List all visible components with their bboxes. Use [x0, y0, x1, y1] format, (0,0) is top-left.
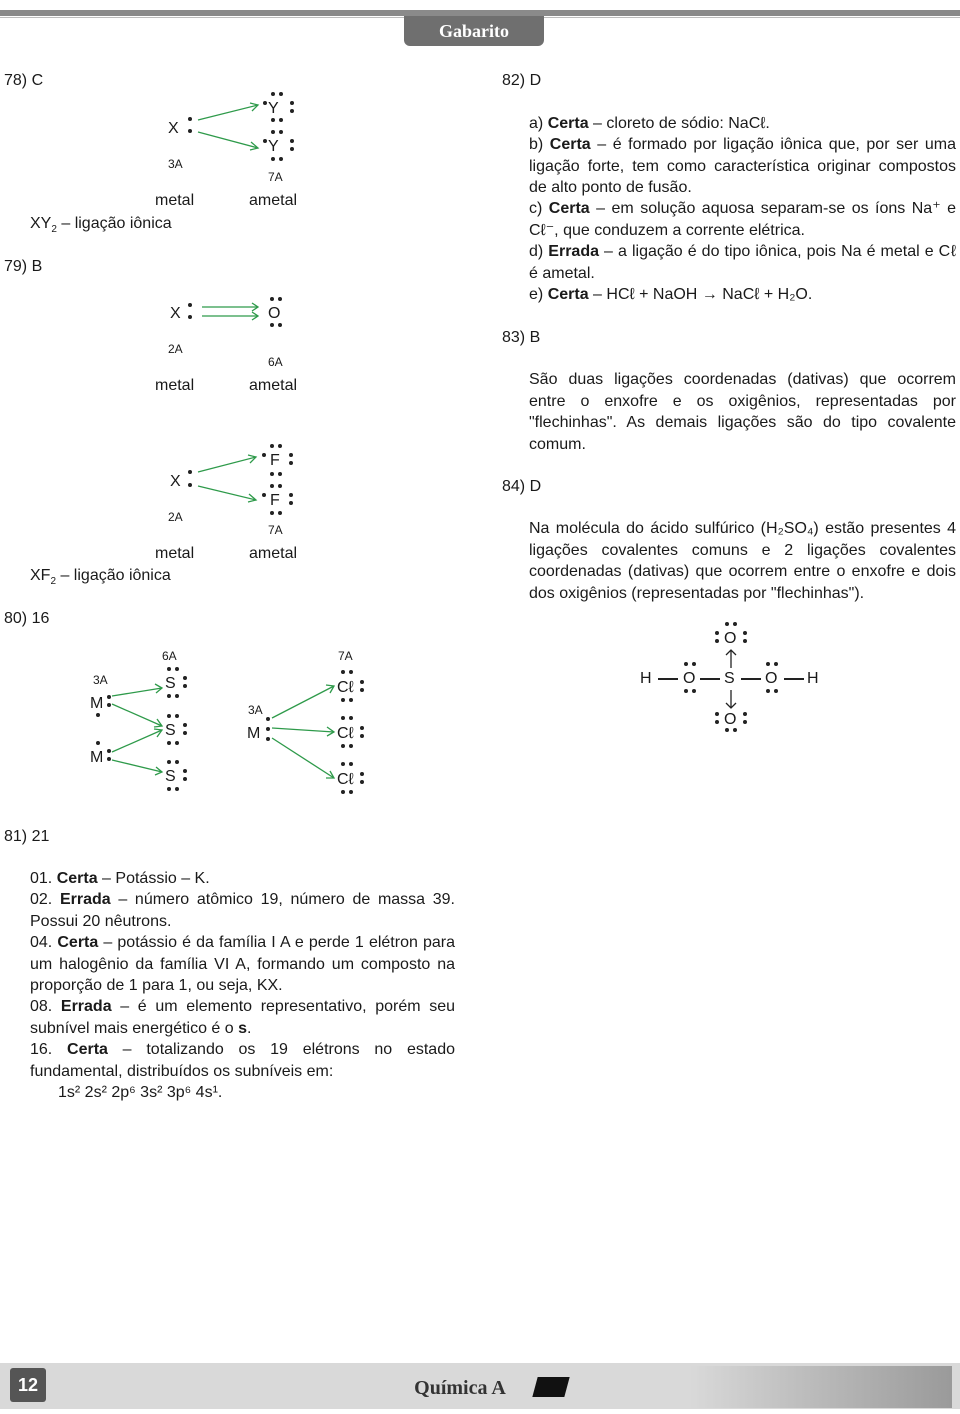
- group-label: 6A: [162, 649, 177, 663]
- electron-dot: [766, 689, 770, 693]
- electron-dot: [167, 760, 171, 764]
- electron-dot: [278, 472, 282, 476]
- electron-dot: [743, 712, 747, 716]
- electron-dot: [188, 483, 192, 487]
- atom-cl: Cℓ: [337, 679, 354, 696]
- electron-dot: [167, 741, 171, 745]
- single-bond: [784, 678, 804, 680]
- answer-82-item: d) Errada – a ligação é do tipo iônica, pois Na é metal e Cℓ é ametal.: [529, 243, 957, 282]
- electron-dot: [271, 118, 275, 122]
- electron-dot: [270, 297, 274, 301]
- answer-81-item: 01. Certa – Potássio – K.: [30, 870, 210, 887]
- electron-dot: [188, 129, 192, 133]
- electron-dot: [167, 694, 171, 698]
- electron-dot: [278, 297, 282, 301]
- electron-dot: [175, 760, 179, 764]
- electron-dot: [341, 716, 345, 720]
- electron-dot: [290, 147, 294, 151]
- electron-dot: [774, 662, 778, 666]
- electron-dot: [96, 713, 100, 717]
- electron-dot: [774, 689, 778, 693]
- electron-dot: [271, 130, 275, 134]
- classification-label: metal: [155, 545, 195, 562]
- electron-dot: [684, 689, 688, 693]
- group-label: 3A: [168, 157, 183, 171]
- electron-dot: [167, 714, 171, 718]
- electron-dot: [278, 484, 282, 488]
- atom-x: X: [170, 305, 181, 322]
- classification-label: ametal: [249, 377, 298, 394]
- electron-dot: [349, 716, 353, 720]
- electron-configuration: 1s² 2s² 2p⁶ 3s² 3p⁶ 4s¹.: [58, 1084, 223, 1101]
- electron-dot: [725, 728, 729, 732]
- electron-dot: [270, 511, 274, 515]
- electron-dot: [167, 787, 171, 791]
- answer-79-label: 79) B: [4, 258, 43, 275]
- electron-dot: [715, 639, 719, 643]
- atom-f2: F: [270, 492, 280, 509]
- electron-dot: [743, 639, 747, 643]
- electron-dot: [715, 720, 719, 724]
- single-bond: [658, 678, 678, 680]
- answer-81-item: 02. Errada – número atômico 19, número de massa 39. Possui 20 nêutrons.: [30, 891, 456, 930]
- footer-decoration: [690, 1366, 952, 1408]
- electron-dot: [341, 698, 345, 702]
- electron-dot: [341, 762, 345, 766]
- atom-s: S: [165, 675, 176, 692]
- electron-dot: [360, 772, 364, 776]
- group-label: 2A: [168, 342, 183, 356]
- electron-dot: [743, 631, 747, 635]
- double-arrow: [200, 302, 262, 322]
- electron-transfer-arrows: [270, 678, 340, 788]
- electron-dot: [175, 714, 179, 718]
- electron-dot: [715, 631, 719, 635]
- electron-dot: [271, 92, 275, 96]
- electron-dot: [188, 315, 192, 319]
- electron-dot: [360, 726, 364, 730]
- atom-y2: Y: [268, 138, 279, 155]
- atom-m: M: [90, 695, 104, 712]
- atom-s: S: [165, 768, 176, 785]
- single-bond: [741, 678, 761, 680]
- electron-dot: [167, 667, 171, 671]
- electron-dot: [360, 734, 364, 738]
- answer-82-item: e) Certa – HCℓ + NaOH → NaCℓ + H₂O.: [529, 286, 813, 303]
- answer-82-item: a) Certa – cloreto de sódio: NaCℓ.: [529, 115, 770, 132]
- electron-dot: [175, 694, 179, 698]
- electron-dot: [341, 744, 345, 748]
- electron-dot: [175, 741, 179, 745]
- classification-label: metal: [155, 377, 195, 394]
- atom-f1: F: [270, 452, 280, 469]
- atom-o: O: [724, 630, 737, 647]
- answer-81-item: 16. Certa – totalizando os 19 elétrons no estado fundamental, distribuídos os subníveis em:: [30, 1041, 455, 1080]
- page-number: 12: [10, 1368, 46, 1402]
- answer-80-label: 80) 16: [4, 610, 50, 627]
- electron-dot: [183, 723, 187, 727]
- atom-cl: Cℓ: [337, 771, 354, 788]
- electron-dot: [684, 662, 688, 666]
- electron-dot: [183, 769, 187, 773]
- atom-o: O: [765, 670, 778, 687]
- atom-x: X: [170, 473, 181, 490]
- electron-transfer-arrows: [110, 680, 166, 780]
- electron-dot: [270, 484, 274, 488]
- atom-o: O: [683, 670, 696, 687]
- electron-dot: [289, 453, 293, 457]
- answer-83-label: 83) B: [502, 329, 541, 346]
- atom-o: O: [268, 305, 281, 322]
- atom-s: S: [724, 670, 735, 687]
- electron-dot: [289, 493, 293, 497]
- electron-dot: [692, 689, 696, 693]
- subject-title: Química A: [414, 1377, 506, 1399]
- atom-m: M: [247, 725, 261, 742]
- answer-81-item: 08. Errada – é um elemento representativo, porém seu subnível mais energético é o s.: [30, 998, 455, 1037]
- electron-dot: [289, 461, 293, 465]
- electron-dot: [341, 670, 345, 674]
- single-bond: [700, 678, 720, 680]
- electron-dot: [183, 676, 187, 680]
- electron-dot: [360, 680, 364, 684]
- electron-transfer-arrows: [196, 452, 266, 508]
- electron-dot: [360, 780, 364, 784]
- result-formula: $XY_2$ – ligação iônica: [30, 215, 172, 236]
- result-formula: $XF_2$ – ligação iônica: [30, 567, 171, 588]
- classification-label: ametal: [249, 545, 298, 562]
- electron-dot: [349, 698, 353, 702]
- electron-dot: [289, 501, 293, 505]
- electron-dot: [279, 118, 283, 122]
- electron-dot: [188, 303, 192, 307]
- answer-83-text: São duas ligações coordenadas (dativas) que ocorrem entre o enxofre e os oxigênios, representadas por "flechinhas". As demais ligações são do tipo covalente comum.: [529, 371, 956, 453]
- group-label: 7A: [268, 170, 283, 184]
- atom-h: H: [807, 670, 819, 687]
- electron-dot: [733, 728, 737, 732]
- electron-dot: [290, 139, 294, 143]
- atom-x: X: [168, 120, 179, 137]
- atom-h: H: [640, 670, 652, 687]
- electron-dot: [692, 662, 696, 666]
- atom-m: M: [90, 749, 104, 766]
- electron-transfer-arrows: [196, 100, 266, 160]
- classification-label: metal: [155, 192, 195, 209]
- electron-dot: [188, 117, 192, 121]
- electron-dot: [279, 130, 283, 134]
- electron-dot: [733, 622, 737, 626]
- atom-o: O: [724, 711, 737, 728]
- answer-81-label: 81) 21: [4, 828, 50, 845]
- electron-dot: [766, 662, 770, 666]
- atom-y1: Y: [268, 100, 279, 117]
- electron-dot: [188, 470, 192, 474]
- electron-dot: [279, 157, 283, 161]
- answer-78-label: 78) C: [4, 72, 44, 89]
- answer-82-label: 82) D: [502, 72, 542, 89]
- group-label: 3A: [248, 703, 263, 717]
- electron-dot: [270, 472, 274, 476]
- group-label: 6A: [268, 355, 283, 369]
- electron-dot: [175, 667, 179, 671]
- electron-dot: [270, 444, 274, 448]
- electron-dot: [349, 744, 353, 748]
- electron-dot: [183, 684, 187, 688]
- electron-dot: [278, 323, 282, 327]
- dative-bond-arrows: [722, 648, 740, 710]
- electron-dot: [183, 731, 187, 735]
- atom-cl: Cℓ: [337, 725, 354, 742]
- electron-dot: [183, 777, 187, 781]
- section-title: Gabarito: [404, 16, 544, 46]
- electron-dot: [270, 323, 274, 327]
- answer-82-item: c) Certa – em solução aquosa separam-se os íons Na⁺ e Cℓ⁻, que conduzem a corrente elétrica.: [529, 200, 957, 239]
- electron-dot: [349, 762, 353, 766]
- group-label: 7A: [268, 523, 283, 537]
- electron-dot: [349, 790, 353, 794]
- electron-dot: [278, 444, 282, 448]
- atom-s: S: [165, 722, 176, 739]
- answer-82-item: b) Certa – é formado por ligação iônica que, por ser uma ligação forte, tem como característica originar compostos de alto ponto de fusão.: [529, 136, 956, 196]
- electron-dot: [175, 787, 179, 791]
- electron-dot: [290, 101, 294, 105]
- publisher-logo: [532, 1377, 569, 1397]
- electron-dot: [715, 712, 719, 716]
- electron-dot: [271, 157, 275, 161]
- group-label: 7A: [338, 649, 353, 663]
- electron-dot: [341, 790, 345, 794]
- answer-81-item: 04. Certa – potássio é da família I A e perde 1 elétron para um halogênio da família VI A, formando um composto na proporção de 1 para 1, ou seja, KX.: [30, 934, 456, 994]
- classification-label: ametal: [249, 192, 298, 209]
- electron-dot: [278, 511, 282, 515]
- answer-84-label: 84) D: [502, 478, 542, 495]
- electron-dot: [279, 92, 283, 96]
- group-label: 2A: [168, 510, 183, 524]
- answer-84-text: Na molécula do ácido sulfúrico (H₂SO₄) estão presentes 4 ligações covalentes comuns e 2 ligações covalentes coordenadas (dativas) que ocorrem entre o enxofre e dois dos oxigênios (representadas por "flechinhas").: [529, 520, 956, 602]
- group-label: 3A: [93, 673, 108, 687]
- electron-dot: [743, 720, 747, 724]
- electron-dot: [290, 109, 294, 113]
- electron-dot: [349, 670, 353, 674]
- electron-dot: [360, 688, 364, 692]
- electron-dot: [96, 741, 100, 745]
- electron-dot: [725, 622, 729, 626]
